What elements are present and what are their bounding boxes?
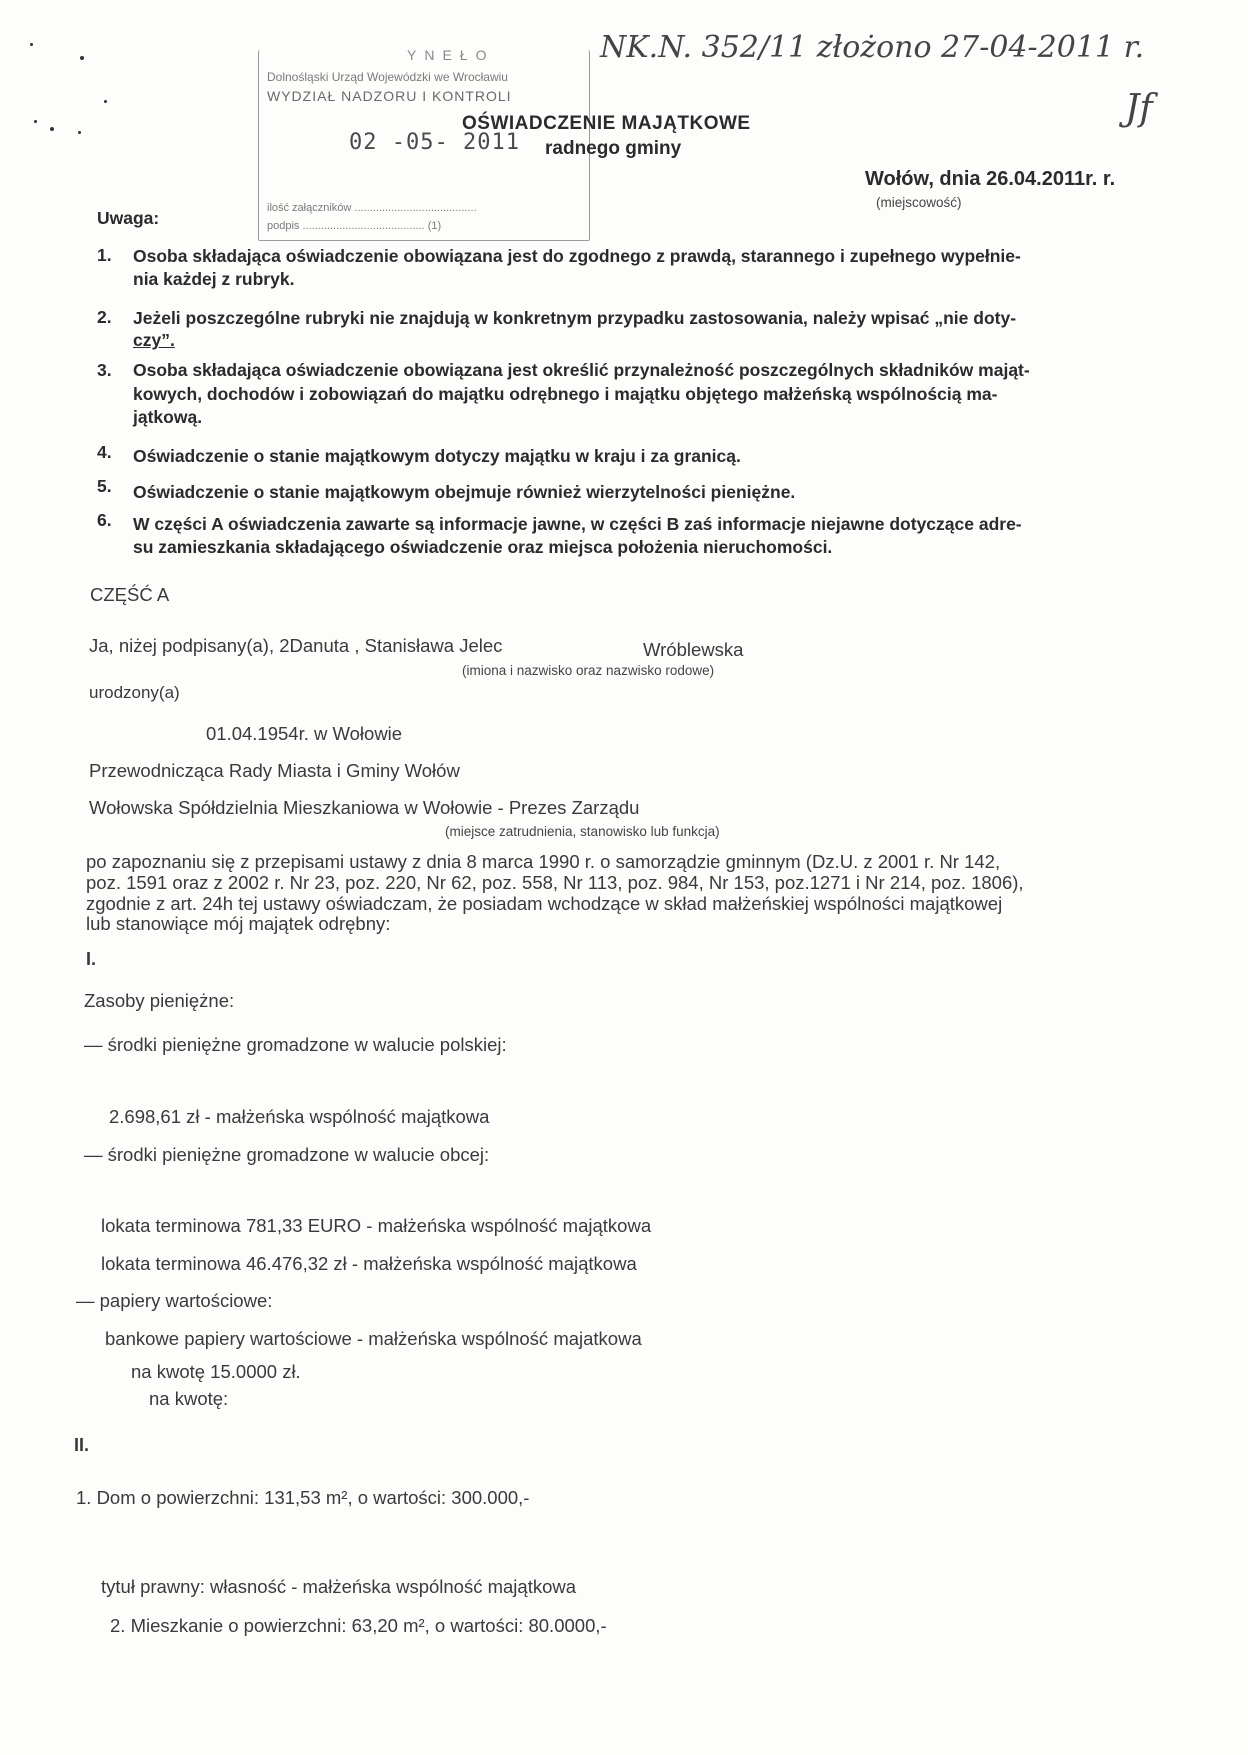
note-text: jątkową. — [133, 407, 203, 427]
scan-speck — [34, 120, 37, 123]
apartment-item: 2. Mieszkanie o powierzchni: 63,20 m², o wartości: 80.0000,- — [110, 1615, 607, 1636]
employment-line1: Przewodnicząca Rady Miasta i Gminy Wołów — [89, 760, 460, 781]
note-text: W części A oświadczenia zawarte są informacje jawne, w części B zaś informacje niejawne dotyczące adre- — [133, 514, 1022, 534]
declarant-surname: Wróblewska — [643, 639, 744, 660]
deposit-pln: lokata terminowa 46.476,32 zł - małżeńska wspólność majątkowa — [101, 1253, 637, 1274]
stamp-attachments: ilość załączników ........................................ — [267, 202, 477, 214]
cash-heading: Zasoby pieniężne: — [84, 990, 235, 1011]
registry-stamp — [258, 47, 590, 241]
legal-text: zgodnie z art. 24h tej ustawy oświadczam, że posiadam wchodzące w skład małżeńskiej wspólności majątkowej — [86, 893, 1003, 914]
scan-speck — [104, 100, 107, 103]
stamp-line1: YNEŁO — [407, 47, 495, 63]
legal-text: po zapoznaniu się z przepisami ustawy z dnia 8 marca 1990 r. o samorządzie gminnym (Dz.U. z 2001 r. Nr 142, — [86, 851, 1001, 872]
note-text: Oświadczenie o stanie majątkowym obejmuje również wierzytelności pieniężne. — [133, 482, 796, 502]
note-text: czy”. — [133, 330, 175, 350]
note-text: Osoba składająca oświadczenie obowiązana jest określić przynależność poszczególnych składników mająt- — [133, 360, 1030, 380]
note-text: Oświadczenie o stanie majątkowym dotyczy majątku w kraju i za granicą. — [133, 446, 741, 466]
scan-speck — [78, 131, 81, 134]
legal-text: lub stanowiące mój majątek odrębny: — [86, 913, 391, 934]
note-text: Osoba składająca oświadczenie obowiązana jest do zgodnego z prawdą, starannego i zupełnego wypełnie- — [133, 246, 1021, 266]
note-text: su zamieszkania składającego oświadczenie oraz miejsca położenia nieruchomości. — [133, 537, 833, 557]
place-date: Wołów, dnia 26.04.2011r. r. — [865, 168, 1116, 190]
note-text: Jeżeli poszczególne rubryki nie znajdują w konkretnym przypadku zastosowania, należy wpisać „nie doty- — [133, 308, 1017, 328]
house-item: 1. Dom o powierzchni: 131,53 m², o wartości: 300.000,- — [76, 1487, 530, 1508]
note-number: 1. — [97, 245, 112, 265]
pln-funds-label: — środki pieniężne gromadzone w walucie polskiej: — [84, 1034, 507, 1055]
section-ii-number: II. — [74, 1435, 90, 1455]
handwritten-initials: Jf — [1125, 88, 1153, 129]
birth-date-place: 01.04.1954r. w Wołowie — [206, 723, 403, 744]
stamp-date: 02 -05- 2011 — [349, 130, 520, 155]
part-a-heading: CZĘŚĆ A — [90, 584, 170, 605]
house-legal-title: tytuł prawny: własność - małżeńska wspólność majątkowa — [101, 1576, 577, 1597]
stamp-office: Dolnośląski Urząd Wojewódzki we Wrocławiu — [267, 70, 508, 84]
section-i-number: I. — [86, 949, 97, 969]
note-number: 3. — [97, 360, 112, 380]
securities-amount: na kwotę 15.0000 zł. — [131, 1361, 301, 1382]
declarant-names: Ja, niżej podpisany(a), 2Danuta , Stanisława Jelec — [89, 635, 503, 656]
scan-speck — [80, 56, 84, 60]
notes-label: Uwaga: — [97, 208, 160, 228]
stamp-department: WYDZIAŁ NADZORU I KONTROLI — [267, 88, 512, 104]
name-caption: (imiona i nazwisko oraz nazwisko rodowe) — [462, 663, 715, 678]
place-caption: (miejscowość) — [876, 195, 962, 210]
document-title: OŚWIADCZENIE MAJĄTKOWE — [462, 113, 751, 134]
stamp-signature: podpis ........................................ (1) — [267, 220, 442, 232]
securities-label: — papiery wartościowe: — [76, 1290, 273, 1311]
foreign-funds-label: — środki pieniężne gromadzone w walucie obcej: — [84, 1144, 490, 1165]
legal-text: poz. 1591 oraz z 2002 r. Nr 23, poz. 220, Nr 62, poz. 558, Nr 113, poz. 984, Nr 153, poz.1271 i Nr 214, poz. 1806), — [86, 872, 1024, 893]
note-text: nia każdej z rubryk. — [133, 269, 295, 289]
pln-funds-value: 2.698,61 zł - małżeńska wspólność majątkowa — [109, 1106, 490, 1127]
note-text: kowych, dochodów i zobowiązań do majątku odrębnego i majątku objętego małżeńską wspólnością ma- — [133, 384, 998, 404]
deposit-eur: lokata terminowa 781,33 EURO - małżeńska wspólność majątkowa — [101, 1215, 652, 1236]
note-number: 6. — [97, 510, 112, 530]
employment-line2: Wołowska Spółdzielnia Mieszkaniowa w Wołowie - Prezes Zarządu — [89, 797, 640, 818]
employment-caption: (miejsce zatrudnienia, stanowisko lub funkcja) — [445, 824, 720, 839]
document-subtitle: radnego gminy — [545, 138, 682, 159]
scan-speck — [30, 43, 33, 46]
born-label: urodzony(a) — [89, 683, 180, 702]
securities-value: bankowe papiery wartościowe - małżeńska wspólność majatkowa — [105, 1328, 642, 1349]
handwritten-reference: NK.N. 352/11 złożono 27-04-2011 r. — [600, 30, 1145, 65]
note-number: 2. — [97, 307, 112, 327]
securities-amount-blank: na kwotę: — [149, 1388, 229, 1409]
scan-speck — [50, 127, 54, 131]
note-number: 5. — [97, 476, 112, 496]
note-number: 4. — [97, 442, 112, 462]
